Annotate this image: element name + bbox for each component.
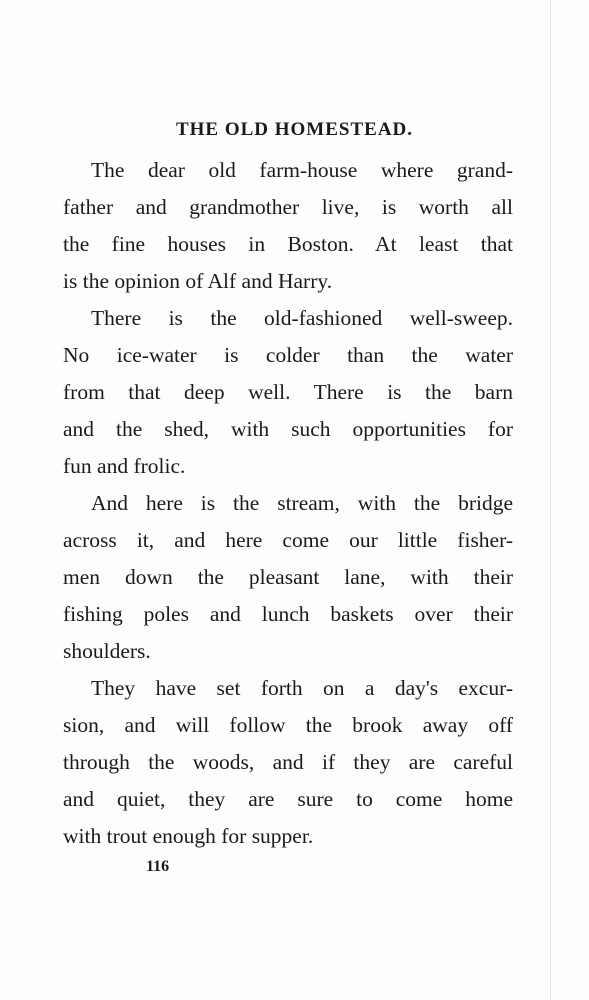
text-line: from that deep well. There is the barn [63, 380, 513, 404]
text-line: father and grandmother live, is worth all [63, 195, 513, 219]
text-line: The dear old farm-house where grand- [91, 158, 513, 182]
page-number: 116 [146, 858, 170, 875]
text-line: men down the pleasant lane, with their [63, 565, 513, 589]
text-line: sion, and will follow the brook away off [63, 713, 513, 737]
text-line: There is the old-fashioned well-sweep. [91, 306, 513, 330]
text-line: and quiet, they are sure to come home [63, 787, 513, 811]
text-line: is the opinion of Alf and Harry. [63, 269, 333, 293]
text-line: with trout enough for supper. [63, 824, 314, 848]
text-line: and the shed, with such opportunities for [63, 417, 513, 441]
text-line: No ice-water is colder than the water [63, 343, 513, 367]
text-line: And here is the stream, with the bridge [91, 491, 513, 515]
text-line: across it, and here come our little fisher- [63, 528, 513, 552]
text-line: shoulders. [63, 639, 151, 663]
running-head: THE OLD HOMESTEAD. [175, 119, 414, 140]
text-line: They have set forth on a day's excur- [91, 676, 513, 700]
page-edge-line [550, 0, 551, 1000]
text-line: fun and frolic. [63, 454, 186, 478]
text-line: the fine houses in Boston. At least that [63, 232, 513, 256]
paragraph-1 [63, 152, 513, 300]
paragraph-2 [63, 300, 513, 485]
body-text [63, 152, 513, 855]
text-line: fishing poles and lunch baskets over their [63, 602, 513, 626]
paragraph-4 [63, 670, 513, 855]
text-line: through the woods, and if they are careful [63, 750, 513, 774]
paragraph-3 [63, 485, 513, 670]
